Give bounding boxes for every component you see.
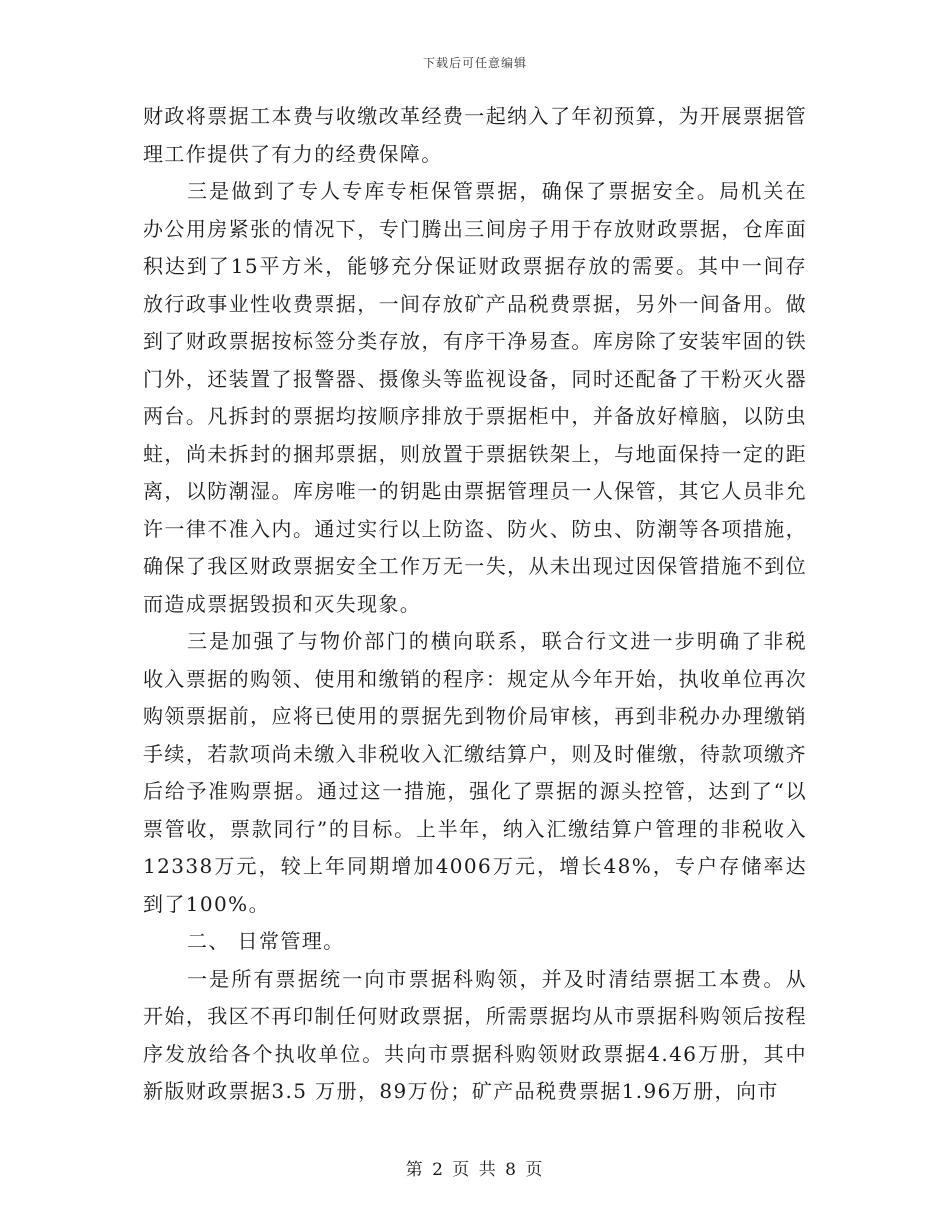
paragraph-continuation: 财政将票据工本费与收缴改革经费一起纳入了年初预算，为开展票据管理工作提供了有力的经费保障。: [143, 104, 807, 166]
page-number-footer: 第 2 页 共 8 页: [405, 1160, 545, 1180]
page-header: 下载后可任意编辑: [422, 56, 527, 70]
paragraph-storage-safety: 三是做到了专人专库专柜保管票据，确保了票据安全。局机关在办公用房紧张的情况下，专门腾出三间房子用于存放财政票据，仓库面积达到了15平方米，能够充分保证财政票据存放的需要。其中一间存放行政事业性收费票据，一间存放矿产品税费票据，另外一间备用。做到了财政票据按标签分类存放，有序干净易查。库房除了安装牢固的铁门外，还装置了报警器、摄像头等监视设备，同时还配备了干粉灭火器两台。凡拆封的票据均按顺序排放于票据柜中，并备放好樟脑，以防虫蛀，尚未拆封的捆邦票据，则放置于票据铁架上，与地面保持一定的距离，以防潮湿。库房唯一的钥匙由票据管理员一人保管，其它人员非允许一律不准入内。通过实行以上防盗、防火、防虫、防潮等各项措施，确保了我区财政票据安全工作万无一失，从未出现过因保管措施不到位而造成票据毁损和灭失现象。: [143, 179, 807, 616]
paragraph-unified-purchase: 一是所有票据统一向市票据科购领，并及时清结票据工本费。从开始，我区不再印制任何财政票据，所需票据均从市票据科购领后按程序发放给各个执收单位。共向市票据科购领财政票据4.46万册，其中新版财政票据3.5 万册，89万份；矿产品税费票据1.96万册，向市: [143, 966, 807, 1103]
section-heading-daily-management: 二、 日常管理。: [187, 929, 345, 953]
document-body: [143, 98, 807, 1111]
paragraph-price-department: 三是加强了与物价部门的横向联系，联合行文进一步明确了非税收入票据的购领、使用和缴销的程序：规定从今年开始，执收单位再次购领票据前，应将已使用的票据先到物价局审核，再到非税办办理缴销手续，若款项尚未缴入非税收入汇缴结算户，则及时催缴，待款项缴齐后给予准购票据。通过这一措施，强化了票据的源头控管，达到了“以票管收，票款同行”的目标。上半年，纳入汇缴结算户管理的非税收入12338万元，较上年同期增加4006万元，增长48%，专户存储率达到了100%。: [143, 629, 807, 916]
